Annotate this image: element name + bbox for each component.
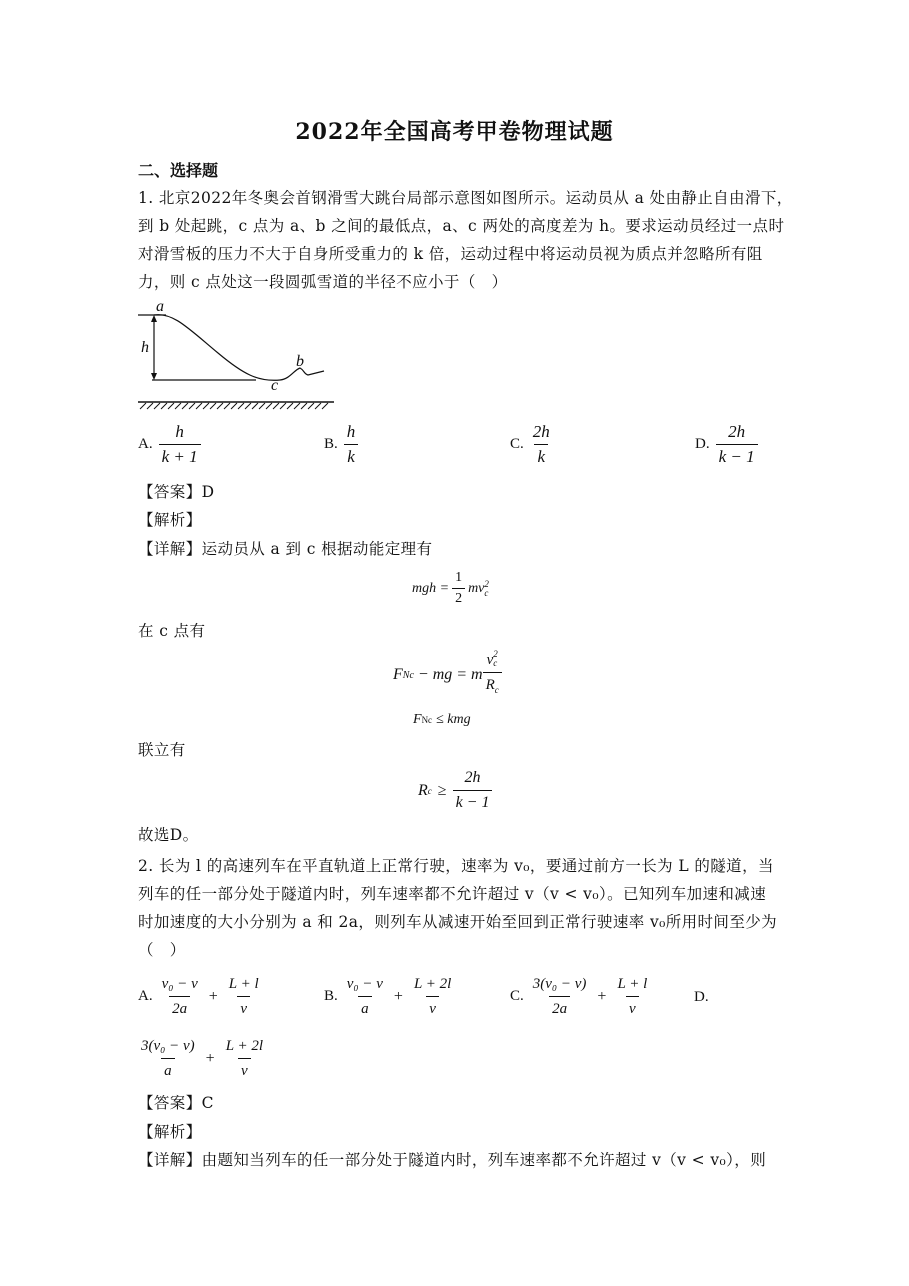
q2-answer: 【答案】C bbox=[138, 1094, 214, 1112]
q2-line-1: 2. 长为 l 的高速列车在平直轨道上正常行驶，速率为 v₀，要通过前方一长为 L 的隧道，当 bbox=[138, 857, 774, 875]
q2-line-4: （ ） bbox=[138, 941, 186, 959]
q2-analysis: 【解析】 bbox=[138, 1123, 202, 1141]
label-h: h bbox=[141, 339, 149, 356]
q1-analysis: 【解析】 bbox=[138, 511, 202, 529]
q1-line-1: 1. 北京2022年冬奥会首钢滑雪大跳台局部示意图如图所示。运动员从 a 处由静止自由滑下， bbox=[138, 189, 793, 207]
section-heading: 二、选择题 bbox=[138, 161, 219, 180]
equation-force-limit: F Nc ≤ kmg bbox=[413, 712, 471, 727]
page-title: 2022年全国高考甲卷物理试题 bbox=[295, 119, 614, 145]
option-fraction: $\frac{2h}{k - 1}$ bbox=[716, 422, 758, 467]
q1-option-d[interactable] bbox=[695, 422, 758, 467]
q1-answer: 【答案】D bbox=[138, 483, 215, 501]
q2-line-2: 列车的任一部分处于隧道内时，列车速率都不允许超过 v（v < v₀）。已知列车加速和减速 bbox=[138, 885, 767, 903]
option-fraction: $\frac{2h}{k}$ bbox=[532, 422, 550, 466]
q2-option-c[interactable]: C. $\frac{\text{3(v₀ − v)}}{2a}$ + $\frac{L + l}{v}$ bbox=[510, 976, 648, 1017]
option-label: A. bbox=[138, 436, 153, 452]
q1-line-3: 对滑雪板的压力不大于自身所受重力的 k 倍，运动过程中将运动员视为质点并忽略所有阻 bbox=[138, 245, 763, 263]
equation-energy: mgh = $\frac{1}{2}$ mv 2 c bbox=[412, 570, 489, 606]
q1-option-a[interactable] bbox=[138, 422, 201, 467]
ski-jump-diagram bbox=[138, 298, 338, 410]
q1-detail: 【详解】运动员从 a 到 c 根据动能定理有 bbox=[138, 540, 433, 558]
q1-at-c: 在 c 点有 bbox=[138, 622, 206, 640]
option-label: B. bbox=[324, 436, 338, 452]
q1-option-b[interactable] bbox=[324, 422, 358, 467]
option-label: C. bbox=[510, 988, 524, 1004]
q2-detail: 【详解】由题知当列车的任一部分处于隧道内时，列车速率都不允许超过 v（v < v₀），则 bbox=[138, 1151, 767, 1169]
q1-line-4: 力，则 c 点处这一段圆弧雪道的半径不应小于（ ） bbox=[138, 273, 508, 291]
option-label: D. bbox=[694, 989, 709, 1005]
option-label: C. bbox=[510, 436, 524, 452]
equation-radius: R c ≥ $\frac{2h}{k - 1}$ bbox=[418, 768, 492, 813]
option-fraction: $\frac{h}{k}$ bbox=[344, 422, 359, 467]
label-b: b bbox=[296, 353, 304, 370]
label-a: a bbox=[156, 298, 164, 315]
option-label: B. bbox=[324, 988, 338, 1004]
q1-conclusion: 故选D。 bbox=[138, 826, 199, 844]
q2-option-d-label[interactable] bbox=[694, 989, 709, 1006]
q2-option-d[interactable]: $\frac{\text{3(v₀ − v)}}{a}$ + $\frac{L + 2l}{v}$ bbox=[141, 1038, 264, 1079]
q1-line-2: 到 b 处起跳，c 点为 a、b 之间的最低点，a、c 两处的高度差为 h。要求运动员经过一点时 bbox=[138, 217, 785, 235]
option-label: D. bbox=[695, 436, 710, 452]
q2-line-3: 时加速度的大小分别为 a 和 2a，则列车从减速开始至回到正常行驶速率 v₀所用时间至少为 bbox=[138, 913, 778, 931]
label-c: c bbox=[271, 377, 279, 394]
q2-option-b[interactable]: B. $\frac{\text{v₀ − v}}{a}$ + $\frac{L + 2l}{v}$ bbox=[324, 976, 452, 1017]
q1-combine: 联立有 bbox=[138, 741, 186, 759]
q1-option-c[interactable] bbox=[510, 422, 553, 467]
option-label: A. bbox=[138, 988, 153, 1004]
option-fraction: $\frac{h}{k + 1}$ bbox=[159, 422, 201, 467]
q2-option-a[interactable]: A. $\frac{\text{v₀ − v}}{2a}$ + $\frac{L + l}{v}$ bbox=[138, 976, 259, 1017]
equation-centripetal: F Nc − mg = m v 2 c $R_c$ bbox=[393, 650, 502, 700]
